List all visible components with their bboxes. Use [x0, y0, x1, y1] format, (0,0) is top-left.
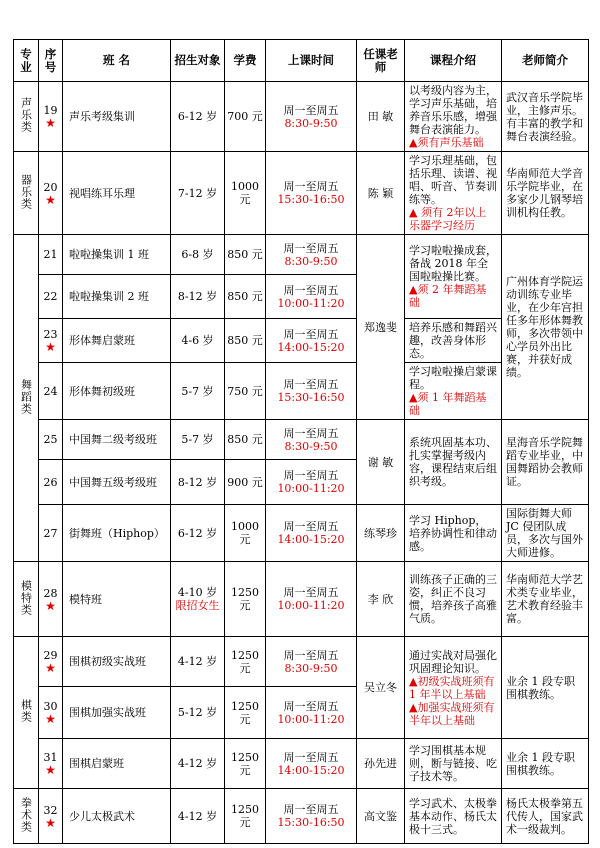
table-row [14, 562, 589, 637]
category-chess: 棋类 [14, 637, 39, 789]
category-vocal: 声乐类 [14, 82, 39, 152]
target-cell: 4-12 岁 [171, 637, 225, 687]
target-cell: 5-7 岁 [171, 363, 225, 420]
fee-cell: 700 元 [225, 82, 266, 152]
time-cell: 周一至周五 8:30-9:50 [266, 82, 357, 152]
fee-cell: 1000 元 [225, 152, 266, 235]
teacher-intro-cell: 业余 1 段专职围棋教练。 [502, 637, 589, 739]
time-cell: 周一至周五 14:00-15:20 [266, 505, 357, 562]
table-row [14, 739, 589, 789]
class-name: 中国舞二级考级班 [63, 420, 171, 460]
time-cell: 周一至周五 15:30-16:50 [266, 789, 357, 844]
class-name: 围棋初级实战班 [63, 637, 171, 687]
class-name: 少儿太极武术 [63, 789, 171, 844]
target-cell: 4-12 岁 [171, 789, 225, 844]
table-row [14, 505, 589, 562]
fee-cell: 1000 元 [225, 505, 266, 562]
teacher-intro-cell: 华南师范大学音乐学院毕业，在多家少儿钢琴培训机构任教。 [502, 152, 589, 235]
star-icon: ★ [45, 192, 56, 207]
class-name: 啦啦操集训 2 班 [63, 275, 171, 319]
fee-cell: 850 元 [225, 319, 266, 363]
intro-cell: 学习啦啦操启蒙课程。 ▲须 1 年舞蹈基础 [405, 363, 502, 420]
category-wushu: 拳术类 [14, 789, 39, 844]
category-dance: 舞蹈类 [14, 235, 39, 562]
teacher-intro-cell: 广州体育学院运动训练专业毕业，在少年宫担任多年形体舞教师，多次带领中心学员外出比赛，并获好成绩。 [502, 235, 589, 420]
seq-cell: 19 ★ [39, 82, 63, 152]
table-row [14, 82, 589, 152]
class-name: 形体舞初级班 [63, 363, 171, 420]
table-row [14, 789, 589, 844]
class-name: 声乐考级集训 [63, 82, 171, 152]
table-row [14, 637, 589, 687]
time-cell: 周一至周五 10:00-11:20 [266, 687, 357, 739]
table-row [14, 420, 589, 460]
teacher-cell: 陈 颖 [357, 152, 405, 235]
intro-cell: 学习乐理基础，包括乐理、读谱、视唱、听音、节奏训练等。 ▲ 须有 2年以上乐器学习经历 [405, 152, 502, 235]
header-intro: 课程介绍 [405, 40, 502, 82]
time-cell: 周一至周五 10:00-11:20 [266, 562, 357, 637]
seq-cell: 25 [39, 420, 63, 460]
header-name: 班 名 [63, 40, 171, 82]
target-cell: 6-12 岁 [171, 82, 225, 152]
teacher-intro-cell: 杨氏太极拳第五代传人，国家武术一级裁判。 [502, 789, 589, 844]
class-name: 啦啦操集训 1 班 [63, 235, 171, 275]
header-teacher: 任课老师 [357, 40, 405, 82]
teacher-intro-cell: 业余 1 段专职围棋教练。 [502, 739, 589, 789]
fee-cell: 1250 元 [225, 739, 266, 789]
fee-cell: 750 元 [225, 363, 266, 420]
time-cell: 周一至周五 8:30-9:50 [266, 420, 357, 460]
intro-cell: 训练孩子正确的三姿，纠正不良习惯，培养孩子高雅气质。 [405, 562, 502, 637]
teacher-intro-cell: 武汉音乐学院毕业，主修声乐。有丰富的教学和舞台表演经验。 [502, 82, 589, 152]
header-target: 招生对象 [171, 40, 225, 82]
seq-cell: 30 ★ [39, 687, 63, 739]
header-seq: 序号 [39, 40, 63, 82]
target-cell: 7-12 岁 [171, 152, 225, 235]
time-cell: 周一至周五 14:00-15:20 [266, 739, 357, 789]
intro-cell: 通过实战对局强化巩固理论知识。 ▲初级实战班须有 1 年半以上基础 ▲加强实战班须有半年以上基础 [405, 637, 502, 739]
intro-cell: 学习啦啦操成套，备战 2018 年全国啦啦操比赛。 ▲须 2 年舞蹈基础 [405, 235, 502, 319]
class-name: 街舞班（Hiphop） [63, 505, 171, 562]
star-icon: ★ [45, 116, 56, 130]
header-fee: 学费 [225, 40, 266, 82]
seq-cell: 29 ★ [39, 637, 63, 687]
class-name: 模特班 [63, 562, 171, 637]
seq-cell: 26 [39, 460, 63, 505]
target-cell: 8-12 岁 [171, 460, 225, 505]
fee-cell: 1250 元 [225, 687, 266, 739]
target-cell: 6-12 岁 [171, 505, 225, 562]
target-cell: 6-8 岁 [171, 235, 225, 275]
class-name: 视唱练耳乐理 [63, 152, 171, 235]
target-cell: 4-6 岁 [171, 319, 225, 363]
star-icon: ★ [45, 598, 56, 613]
class-name: 围棋启蒙班 [63, 739, 171, 789]
table-row [14, 152, 589, 235]
seq-cell: 21 [39, 235, 63, 275]
time-cell: 周一至周五 8:30-9:50 [266, 235, 357, 275]
header-teacher-intro: 老师简介 [502, 40, 589, 82]
course-table [13, 39, 589, 844]
header-time: 上课时间 [266, 40, 357, 82]
intro-cell: 学习 Hiphop，培养协调性和律动感。 [405, 505, 502, 562]
star-icon: ★ [45, 661, 56, 675]
fee-cell: 1250 元 [225, 789, 266, 844]
teacher-cell: 孙先进 [357, 739, 405, 789]
teacher-cell: 田 敏 [357, 82, 405, 152]
seq-cell: 27 [39, 505, 63, 562]
target-cell: 5-7 岁 [171, 420, 225, 460]
intro-cell: 以考级内容为主，学习声乐基础，培养音乐乐感，增强舞台表演能力。 ▲须有声乐基础 [405, 82, 502, 152]
seq-cell: 32 ★ [39, 789, 63, 844]
intro-cell: 学习武术、太极拳基本动作、杨氏太极十三式。 [405, 789, 502, 844]
target-cell: 4-10 岁 限招女生 [171, 562, 225, 637]
intro-cell: 学习围棋基本规则，断与链接、吃子技术等。 [405, 739, 502, 789]
seq-cell: 24 [39, 363, 63, 420]
class-name: 形体舞启蒙班 [63, 319, 171, 363]
seq-cell: 31 ★ [39, 739, 63, 789]
teacher-cell: 谢 敏 [357, 420, 405, 505]
table-row [14, 235, 589, 275]
star-icon: ★ [45, 712, 56, 726]
time-cell: 周一至周五 10:00-11:20 [266, 460, 357, 505]
seq-cell: 28 ★ [39, 562, 63, 637]
fee-cell: 900 元 [225, 460, 266, 505]
fee-cell: 850 元 [225, 275, 266, 319]
target-cell: 8-12 岁 [171, 275, 225, 319]
category-model: 模特类 [14, 562, 39, 637]
time-cell: 周一至周五 10:00-11:20 [266, 275, 357, 319]
seq-cell: 23 ★ [39, 319, 63, 363]
time-cell: 周一至周五 14:00-15:20 [266, 319, 357, 363]
fee-cell: 850 元 [225, 235, 266, 275]
seq-cell: 20 ★ [39, 152, 63, 235]
fee-cell: 1250 元 [225, 562, 266, 637]
fee-cell: 1250 元 [225, 637, 266, 687]
seq-cell: 22 [39, 275, 63, 319]
intro-cell: 系统巩固基本功、扎实掌握考级内容，课程结束后组织考级。 [405, 420, 502, 505]
teacher-intro-cell: 国际街舞大师 JC 侵团队成员，多次与国外大师进修。 [502, 505, 589, 562]
teacher-cell: 高文鉴 [357, 789, 405, 844]
class-name: 围棋加强实战班 [63, 687, 171, 739]
header-major: 专业 [14, 40, 39, 82]
star-icon: ★ [45, 340, 56, 354]
teacher-intro-cell: 华南师范大学艺术类专业毕业，艺术教育经验丰富。 [502, 562, 589, 637]
target-cell: 4-12 岁 [171, 739, 225, 789]
intro-cell: 培养乐感和舞蹈兴趣，改善身体形态。 [405, 319, 502, 363]
class-name: 中国舞五级考级班 [63, 460, 171, 505]
teacher-cell: 李 欣 [357, 562, 405, 637]
target-cell: 5-12 岁 [171, 687, 225, 739]
teacher-cell: 郑逸斐 [357, 235, 405, 420]
star-icon: ★ [45, 815, 56, 830]
teacher-intro-cell: 星海音乐学院舞蹈专业毕业，中国舞蹈协会教师证。 [502, 420, 589, 505]
header-row [14, 40, 589, 82]
fee-cell: 850 元 [225, 420, 266, 460]
teacher-cell: 练琴珍 [357, 505, 405, 562]
time-cell: 周一至周五 8:30-9:50 [266, 637, 357, 687]
time-cell: 周一至周五 15:30-16:50 [266, 363, 357, 420]
teacher-cell: 吴立冬 [357, 637, 405, 739]
category-instrument: 器乐类 [14, 152, 39, 235]
star-icon: ★ [45, 763, 56, 777]
time-cell: 周一至周五 15:30-16:50 [266, 152, 357, 235]
